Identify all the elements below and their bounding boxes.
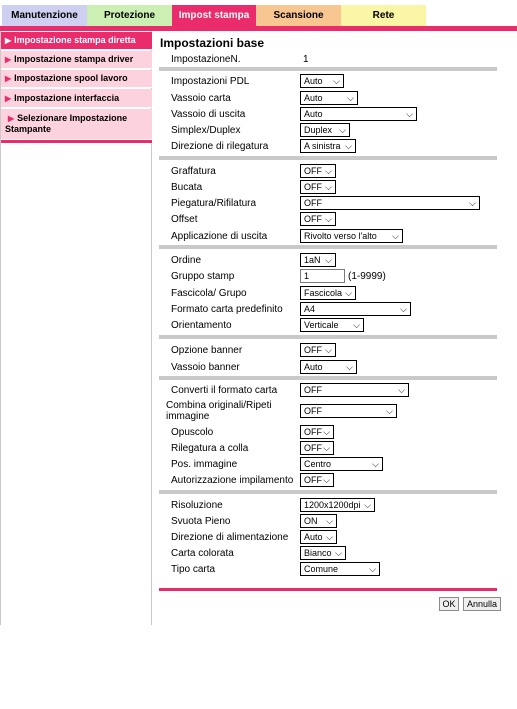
sidebar-item-interface[interactable]	[1, 89, 152, 108]
tab-scan[interactable]: Scansione	[256, 5, 341, 26]
glue-binding-label: Rilegatura a colla	[171, 443, 249, 454]
chevron-down-icon: ⌵	[345, 141, 352, 151]
collate-group-select[interactable]: Fascicola ⌵	[300, 286, 356, 300]
output-application-select[interactable]: Rivolto verso l'alto ⌵	[300, 229, 403, 243]
full-bleed-label: Svuota Pieno	[171, 516, 231, 527]
ok-button[interactable]: OK	[439, 597, 459, 611]
section-separator	[159, 490, 497, 494]
stamp-group-range: (1-9999)	[348, 271, 386, 282]
combine-originals-select[interactable]: OFF ⌵	[300, 404, 397, 418]
feed-direction-label: Direzione di alimentazione	[171, 532, 289, 543]
chevron-down-icon: ⌵	[398, 385, 405, 395]
default-paper-size-label: Formato carta predefinito	[171, 304, 283, 315]
feed-direction-select[interactable]: Auto ⌵	[300, 530, 337, 544]
offset-label: Offset	[171, 214, 198, 225]
chevron-down-icon: ⌵	[346, 362, 353, 372]
page-title: Impostazioni base	[160, 36, 265, 50]
convert-paper-size-select[interactable]: OFF ⌵	[300, 383, 409, 397]
sidebar-item-label: Impostazione interfaccia	[14, 93, 120, 103]
tab-network[interactable]: Rete	[341, 5, 426, 26]
form-bottom-line	[159, 588, 497, 591]
punch-label: Bucata	[171, 182, 203, 193]
banner-tray-label: Vassoio banner	[171, 362, 240, 373]
section-separator	[159, 67, 497, 71]
arrow-right-icon: ▶	[5, 36, 12, 45]
chevron-down-icon: ⌵	[372, 459, 379, 469]
sidebar-item-select-printer[interactable]	[1, 109, 152, 140]
stamp-group-input[interactable]: 1	[300, 269, 345, 283]
resolution-label: Risoluzione	[171, 500, 223, 511]
sidebar-item-label: Impostazione stampa driver	[14, 54, 134, 64]
chevron-down-icon: ⌵	[469, 198, 476, 208]
paper-type-select[interactable]: Comune ⌵	[300, 562, 380, 576]
stapling-select[interactable]: OFF ⌵	[300, 164, 336, 178]
sidebar-item-job-spool[interactable]	[1, 70, 152, 88]
setting-number-label: ImpostazioneN.	[171, 54, 241, 65]
booklet-select[interactable]: OFF ⌵	[300, 425, 334, 439]
chevron-down-icon: ⌵	[364, 500, 371, 510]
simplex-duplex-label: Simplex/Duplex	[171, 125, 241, 136]
chevron-down-icon: ⌵	[326, 516, 333, 526]
punch-select[interactable]: OFF ⌵	[300, 180, 336, 194]
tab-print-settings[interactable]: Impost stampa	[172, 5, 256, 26]
binding-direction-select[interactable]: A sinistra ⌵	[300, 139, 356, 153]
arrow-right-icon: ▶	[5, 74, 12, 83]
cancel-button[interactable]: Annulla	[463, 597, 501, 611]
convert-paper-size-label: Converti il formato carta	[171, 385, 278, 396]
chevron-down-icon: ⌵	[325, 345, 332, 355]
stacking-auth-select[interactable]: OFF ⌵	[300, 473, 334, 487]
chevron-down-icon: ⌵	[335, 548, 342, 558]
chevron-down-icon: ⌵	[325, 182, 332, 192]
chevron-down-icon: ⌵	[325, 255, 332, 265]
default-paper-size-select[interactable]: A4 ⌵	[300, 302, 411, 316]
chevron-down-icon: ⌵	[369, 564, 376, 574]
section-separator	[159, 245, 497, 249]
glue-binding-select[interactable]: OFF ⌵	[300, 441, 334, 455]
sidebar-item-driver-print[interactable]	[1, 51, 152, 69]
sidebar-item-label: Selezionare Impostazione Stampante	[5, 113, 128, 134]
chevron-down-icon: ⌵	[400, 304, 407, 314]
arrow-right-icon: ▶	[8, 114, 15, 123]
banner-option-label: Opzione banner	[171, 345, 243, 356]
setting-number-value: 1	[303, 54, 309, 65]
pdl-label: Impostazioni PDL	[171, 76, 250, 87]
sidebar-item-label: Impostazione spool lavoro	[14, 73, 128, 83]
chevron-down-icon: ⌵	[333, 76, 340, 86]
output-tray-select[interactable]: Auto ⌵	[300, 107, 417, 121]
chevron-down-icon: ⌵	[386, 406, 393, 416]
paper-tray-select[interactable]: Auto ⌵	[300, 91, 358, 105]
stapling-label: Graffatura	[171, 166, 216, 177]
order-select[interactable]: 1aN ⌵	[300, 253, 336, 267]
arrow-right-icon: ▶	[5, 55, 12, 64]
order-label: Ordine	[171, 255, 202, 266]
chevron-down-icon: ⌵	[406, 109, 413, 119]
image-position-select[interactable]: Centro ⌵	[300, 457, 383, 471]
chevron-down-icon: ⌵	[345, 288, 352, 298]
fold-trim-select[interactable]: OFF ⌵	[300, 196, 480, 210]
booklet-label: Opuscolo	[171, 427, 214, 438]
sidebar	[0, 31, 152, 625]
chevron-down-icon: ⌵	[339, 125, 346, 135]
collate-group-label: Fascicola/ Grupo	[171, 288, 247, 299]
section-separator	[159, 335, 497, 339]
chevron-down-icon: ⌵	[323, 427, 330, 437]
chevron-down-icon: ⌵	[325, 166, 332, 176]
simplex-duplex-select[interactable]: Duplex ⌵	[300, 123, 350, 137]
tab-protection[interactable]: Protezione	[87, 5, 172, 26]
offset-select[interactable]: OFF ⌵	[300, 212, 336, 226]
banner-tray-select[interactable]: Auto ⌵	[300, 360, 357, 374]
stamp-group-label: Gruppo stamp	[171, 271, 235, 282]
section-separator	[159, 156, 497, 160]
stacking-auth-label: Autorizzazione impilamento	[171, 475, 294, 486]
arrow-right-icon: ▶	[5, 94, 12, 103]
image-position-label: Pos. immagine	[171, 459, 238, 470]
resolution-select[interactable]: 1200x1200dpi ⌵	[300, 498, 375, 512]
chevron-down-icon: ⌵	[326, 532, 333, 542]
output-tray-label: Vassoio di uscita	[171, 109, 246, 120]
orientation-select[interactable]: Verticale ⌵	[300, 318, 364, 332]
paper-tray-label: Vassoio carta	[171, 93, 231, 104]
pdl-select[interactable]: Auto ⌵	[300, 74, 344, 88]
combine-originals-label: Combina originali/Ripeti immagine	[166, 400, 272, 422]
colored-paper-label: Carta colorata	[171, 548, 234, 559]
output-application-label: Applicazione di uscita	[171, 231, 268, 242]
paper-type-label: Tipo carta	[171, 564, 216, 575]
binding-direction-label: Direzione di rilegatura	[171, 141, 269, 152]
sidebar-item-label: Impostazione stampa diretta	[14, 35, 136, 45]
chevron-down-icon: ⌵	[353, 320, 360, 330]
chevron-down-icon: ⌵	[323, 475, 330, 485]
orientation-label: Orientamento	[171, 320, 232, 331]
fold-trim-label: Piegatura/Rifilatura	[171, 198, 257, 209]
tab-maintenance[interactable]: Manutenzione	[2, 5, 87, 26]
chevron-down-icon: ⌵	[325, 214, 332, 224]
sidebar-item-direct-print[interactable]	[1, 32, 152, 50]
full-bleed-select[interactable]: ON ⌵	[300, 514, 337, 528]
sidebar-bottom-line	[1, 140, 152, 143]
banner-option-select[interactable]: OFF ⌵	[300, 343, 336, 357]
chevron-down-icon: ⌵	[392, 231, 399, 241]
top-tab-bar	[2, 5, 426, 26]
chevron-down-icon: ⌵	[323, 443, 330, 453]
chevron-down-icon: ⌵	[347, 93, 354, 103]
colored-paper-select[interactable]: Bianco ⌵	[300, 546, 346, 560]
section-separator	[159, 376, 497, 380]
